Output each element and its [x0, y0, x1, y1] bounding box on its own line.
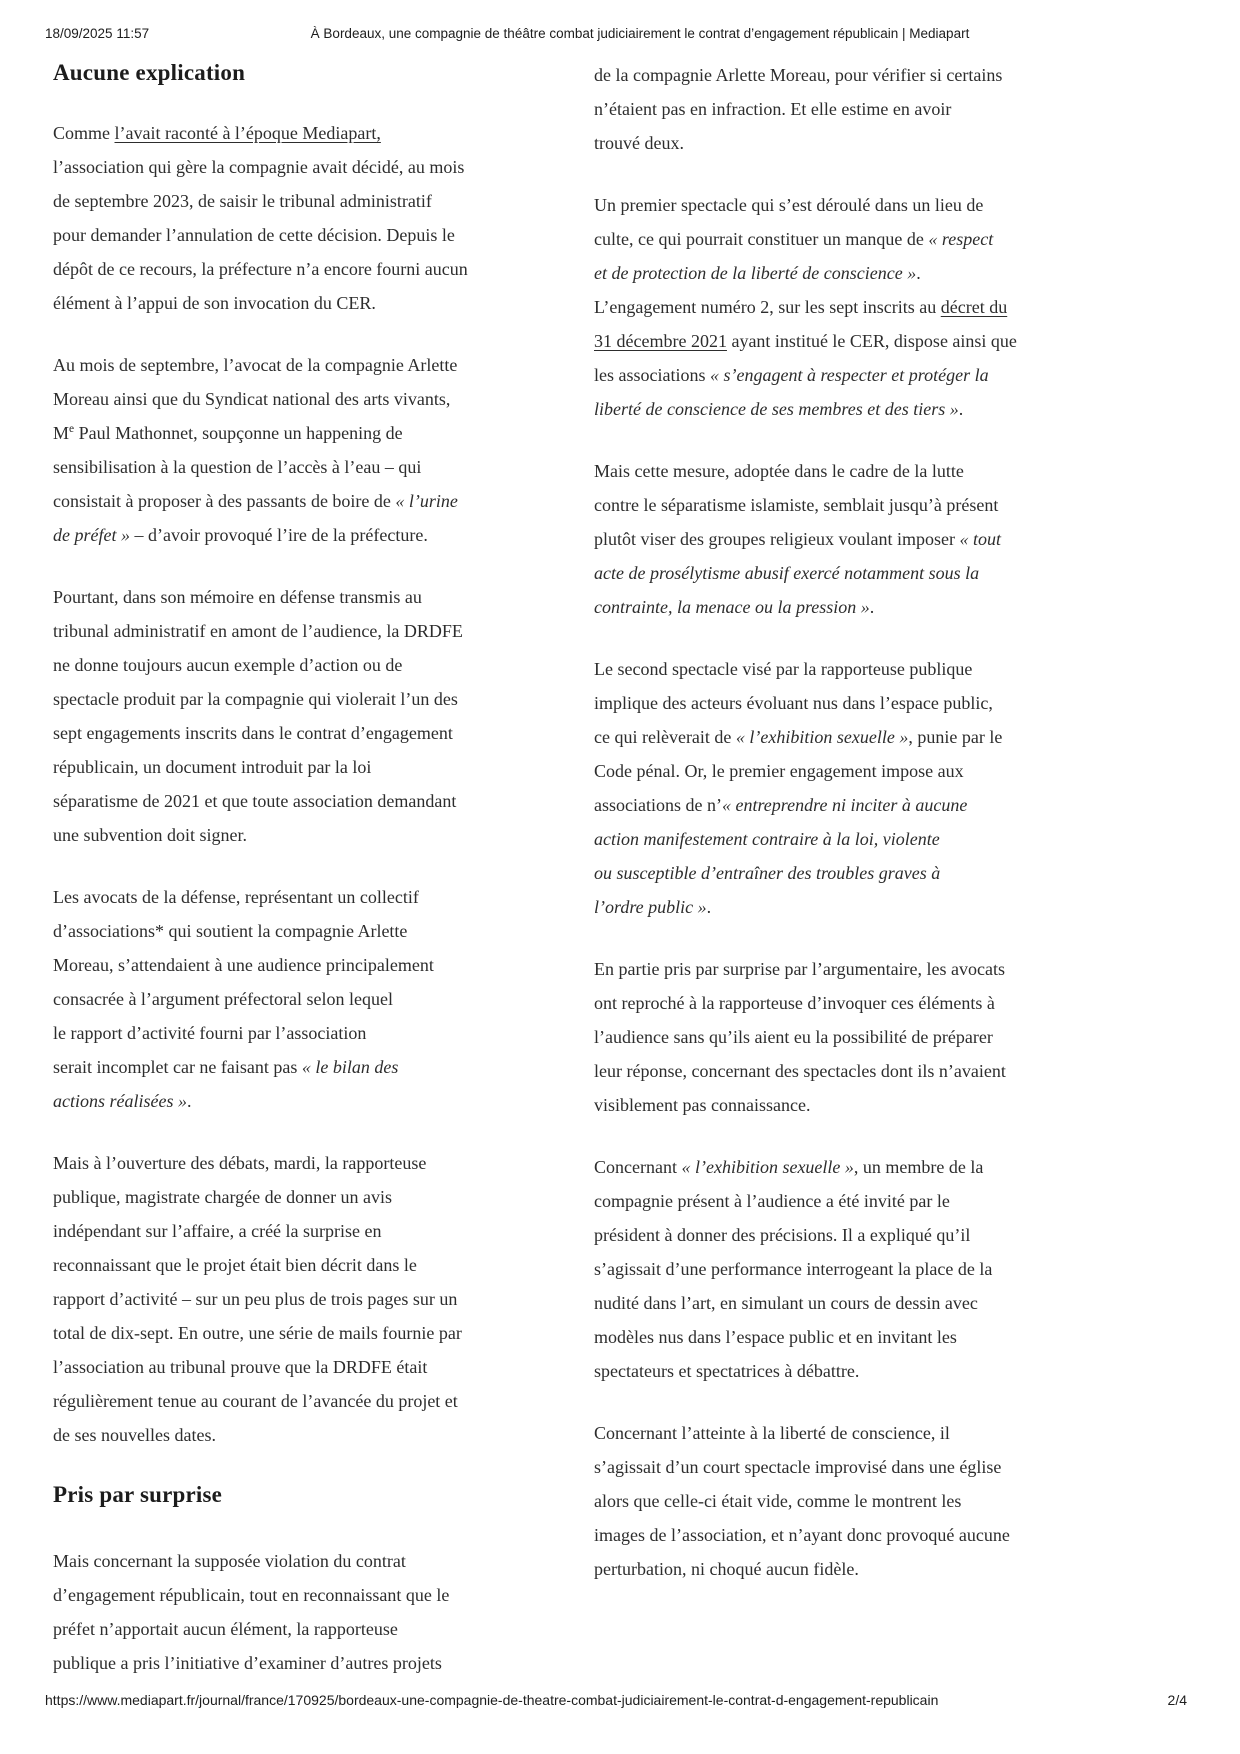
- quoted-italic-text: « s’engagent à respecter et protéger la liberté de conscience de ses membres et des tiers »: [594, 365, 989, 419]
- print-header-datetime: 18/09/2025 11:57: [45, 26, 150, 41]
- article-paragraph: [53, 348, 543, 552]
- article-columns: [53, 58, 1083, 1708]
- inline-link[interactable]: décret du 31 décembre 2021: [594, 297, 1008, 351]
- text-run: Au mois de septembre, l’avocat de la compagnie Arlette Moreau ainsi que du Syndicat national des arts vivants, M: [53, 355, 458, 443]
- article-column-right: [594, 58, 1084, 1614]
- text-run: Mais concernant la supposée violation du contrat d’engagement républicain, tout en reconnaissant que le préfet n’apportait aucun élément, la rapporteuse publique a pris l’initiative d’examiner d’autres projets: [53, 1551, 450, 1673]
- text-run: .: [706, 897, 712, 917]
- article-paragraph: [53, 1146, 543, 1452]
- article-paragraph: [594, 58, 1084, 160]
- quoted-italic-text: « entreprendre ni inciter à aucune action manifestement contraire à la loi, violente ou susceptible d’entraîner des troubles graves à l’ordre public »: [594, 795, 968, 917]
- article-paragraph: [53, 580, 543, 852]
- quoted-italic-text: « respect et de protection de la liberté de conscience »: [594, 229, 994, 283]
- text-run: – d’avoir provoqué l’ire de la préfecture.: [129, 525, 428, 545]
- text-run: l’association qui gère la compagnie avait décidé, au mois de septembre 2023, de saisir le tribunal administratif pour demander l’annulation de cette décision. Depuis le dépôt de ce recours, la préfecture n’a encore fourni aucun élément à l’appui de son invocation du CER.: [53, 157, 468, 313]
- superscript-text: e: [69, 423, 75, 435]
- text-run: Mais cette mesure, adoptée dans le cadre de la lutte contre le séparatisme islamiste, semblait jusqu’à présent plutôt viser des groupes religieux voulant imposer: [594, 461, 999, 549]
- text-run: En partie pris par surprise par l’argumentaire, les avocats ont reproché à la rapporteuse d’invoquer ces éléments à l’audience sans qu’ils aient eu la possibilité de préparer leur réponse, concernant des spectacles dont ils n’avaient visiblement pas connaissance.: [594, 959, 1006, 1115]
- section-heading-aucune-explication: Aucune explication: [53, 60, 246, 85]
- inline-link[interactable]: l’avait raconté à l’époque Mediapart,: [114, 123, 381, 143]
- quoted-italic-text: « l’urine de préfet »: [53, 491, 458, 545]
- quoted-italic-text: « le bilan des actions réalisées »: [53, 1057, 399, 1111]
- text-run: ayant institué le CER, dispose ainsi que les associations: [594, 331, 1017, 385]
- section-heading-pris-par-surprise: Pris par surprise: [53, 1482, 223, 1507]
- print-footer-url: https://www.mediapart.fr/journal/france/170925/bordeaux-une-compagnie-de-theatre-combat-judiciairement-le-contrat-d-engagement-republicain: [45, 1692, 939, 1708]
- right-column-paragraphs: [594, 58, 1084, 1586]
- print-footer-page-number: 2/4: [1167, 1692, 1187, 1708]
- text-run: .: [186, 1091, 192, 1111]
- article-paragraph: [594, 652, 1084, 924]
- left-column-paragraphs-top: [53, 116, 543, 1452]
- article-paragraph: [594, 1150, 1084, 1388]
- text-run: Comme: [53, 123, 115, 143]
- article-paragraph: [53, 1544, 543, 1680]
- article-paragraph: [594, 454, 1084, 624]
- text-run: Les avocats de la défense, représentant un collectif d’associations* qui soutient la compagnie Arlette Moreau, s’attendaient à une audience principalement consacrée à l’argument préfectoral selon lequel le rapport d’activité fourni par l’association serait incomplet car ne faisant pas: [53, 887, 434, 1077]
- quoted-italic-text: « l’exhibition sexuelle »: [681, 1157, 854, 1177]
- article-column-left: [53, 58, 543, 1708]
- text-run: .: [869, 597, 875, 617]
- quoted-italic-text: « tout acte de prosélytisme abusif exercé notamment sous la contrainte, la menace ou la pression »: [594, 529, 1001, 617]
- article-paragraph: [594, 1416, 1084, 1586]
- article-paragraph: [53, 116, 543, 320]
- text-run: , punie par le Code pénal. Or, le premier engagement impose aux associations de n’: [594, 727, 1003, 815]
- text-run: . L’engagement numéro 2, sur les sept inscrits au: [594, 263, 937, 317]
- text-run: Concernant l’atteinte à la liberté de conscience, il s’agissait d’un court spectacle improvisé dans une église alors que celle-ci était vide, comme le montrent les images de l’association, et n’ayant donc provoqué aucune perturbation, ni choqué aucun fidèle.: [594, 1423, 1010, 1579]
- text-run: Concernant: [594, 1157, 682, 1177]
- text-run: Paul Mathonnet, soupçonne un happening de sensibilisation à la question de l’accès à l’eau – qui consistait à proposer à des passants de boire de: [53, 423, 422, 511]
- text-run: Mais à l’ouverture des débats, mardi, la rapporteuse publique, magistrate chargée de donner un avis indépendant sur l’affaire, a créé la surprise en reconnaissant que le projet était bien décrit dans le rapport d’activité – sur un peu plus de trois pages sur un total de dix-sept. En outre, une série de mails fournie par l’association au tribunal prouve que la DRDFE était régulièrement tenue au courant de l’avancée du projet et de ses nouvelles dates.: [53, 1153, 462, 1445]
- article-paragraph: [594, 952, 1084, 1122]
- left-column-paragraphs-bottom: [53, 1544, 543, 1680]
- print-header-title: À Bordeaux, une compagnie de théâtre combat judiciairement le contrat d’engagement républicain | Mediapart: [310, 26, 970, 41]
- text-run: Pourtant, dans son mémoire en défense transmis au tribunal administratif en amont de l’audience, la DRDFE ne donne toujours aucun exemple d’action ou de spectacle produit par la compagnie qui violerait l’un des sept engagements inscrits dans le contrat d’engagement républicain, un document introduit par la loi séparatisme de 2021 et que toute association demandant une subvention doit signer.: [53, 587, 463, 845]
- text-run: Le second spectacle visé par la rapporteuse publique implique des acteurs évoluant nus dans l’espace public, ce qui relèverait de: [594, 659, 993, 747]
- quoted-italic-text: « l’exhibition sexuelle »: [735, 727, 909, 747]
- article-paragraph: [53, 880, 543, 1118]
- article-paragraph: [594, 188, 1084, 426]
- text-run: , un membre de la compagnie présent à l’audience a été invité par le président à donner des précisions. Il a expliqué qu’il s’agissait d’une performance interrogeant la place de la nudité dans l’art, en simulant un cours de dessin avec modèles nus dans l’espace public et en invitant les spectateurs et spectatrices à débattre.: [594, 1157, 993, 1381]
- text-run: de la compagnie Arlette Moreau, pour vérifier si certains n’étaient pas en infraction. Et elle estime en avoir trouvé deux.: [594, 65, 1003, 153]
- text-run: .: [958, 399, 964, 419]
- text-run: Un premier spectacle qui s’est déroulé dans un lieu de culte, ce qui pourrait constituer un manque de: [594, 195, 984, 249]
